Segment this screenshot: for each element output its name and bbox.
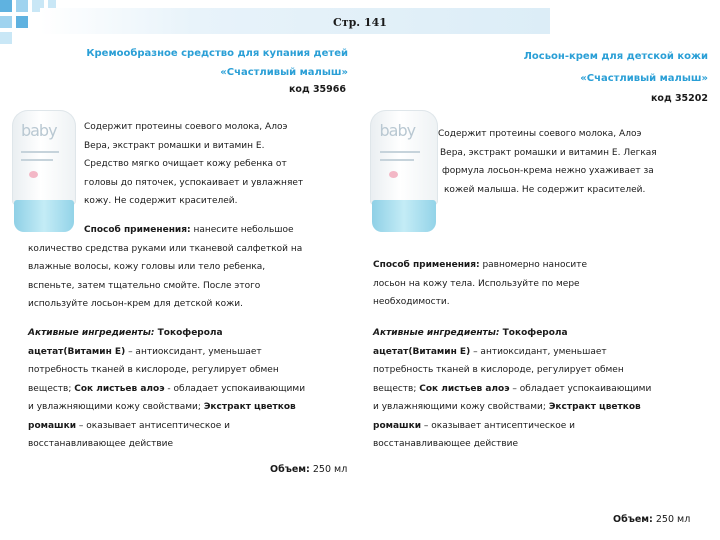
right-code: код 35202 bbox=[650, 93, 708, 104]
right-desc-line: кожей малыша. Не содержит красителей. bbox=[444, 184, 646, 195]
right-usage-first: равномерно наносите bbox=[479, 260, 588, 270]
right-usage bbox=[373, 256, 587, 312]
left-description bbox=[84, 118, 303, 211]
left-product-image bbox=[12, 110, 76, 232]
left-title bbox=[86, 44, 348, 82]
right-product bbox=[360, 0, 720, 540]
page-number: Стр. 141 bbox=[333, 16, 387, 29]
left-volume: Объем: 250 мл bbox=[270, 464, 348, 475]
right-product-logo: baby bbox=[379, 120, 416, 140]
left-desc-line: Содержит протеины соевого молока, Алоэ bbox=[84, 122, 288, 132]
right-volume: Объем: 250 мл bbox=[613, 514, 691, 525]
right-ing-label: Активные ингредиенты: bbox=[373, 328, 500, 338]
left-usage-first: нанесите небольшое bbox=[190, 225, 294, 235]
left-usage-label: Способ применения: bbox=[84, 225, 191, 235]
left-desc-line: Вера, экстракт ромашки и витамин Е. bbox=[84, 140, 265, 151]
right-usage-label: Способ применения: bbox=[373, 260, 480, 270]
right-title bbox=[524, 46, 708, 90]
right-title-line2: «Счастливый малыш» bbox=[580, 73, 708, 84]
right-usage-line: лосьон на кожу тела. Используйте по мере bbox=[373, 278, 580, 289]
left-desc-line: Средство мягко очищает кожу ребенка от bbox=[84, 159, 287, 169]
left-usage-line: количество средства руками или тканевой салфеткой на bbox=[28, 243, 303, 254]
right-ingredients: Активные ингредиенты: Токоферола ацетат(Витамин Е) – антиоксидант, уменьшает потребность тканей в кислороде, регулирует обмен веществ; Сок листьев алоэ – обладает успокаивающими и увлажняющими кожу свойствами; Экстракт цветков ромашки – оказывает антисептическое и восстанавливающее действие bbox=[373, 328, 652, 449]
right-title-line1: Лосьон-крем для детской кожи bbox=[523, 51, 708, 62]
left-ingredients: Активные ингредиенты: Токоферола ацетат(Витамин Е) – антиоксидант, уменьшает потребность тканей в кислороде, регулирует обмен веществ; Сок листьев алоэ - обладает успокаивающими и увлажняющими кожу свойствами; Экстракт цветков ромашки – оказывает антисептическое и восстанавливающее действие bbox=[28, 328, 306, 449]
right-usage-line: необходимости. bbox=[373, 297, 450, 307]
left-product-logo: baby bbox=[20, 120, 57, 140]
right-desc-line: Содержит протеины соевого молока, Алоэ bbox=[438, 129, 642, 139]
left-desc-line: кожу. Не содержит красителей. bbox=[84, 196, 238, 206]
left-usage-line: влажные волосы, кожу головы или тело ребенка, bbox=[28, 262, 266, 272]
left-title-line1: Кремообразное средство для купания детей bbox=[86, 48, 348, 59]
right-description bbox=[438, 125, 657, 199]
right-desc-line: Вера, экстракт ромашки и витамин Е. Легкая bbox=[440, 147, 657, 158]
left-desc-line: головы до пяточек, успокаивает и увлажняет bbox=[84, 177, 304, 188]
left-ing-label: Активные ингредиенты: bbox=[28, 328, 155, 338]
left-usage bbox=[28, 221, 302, 314]
left-title-line2: «Счастливый малыш» bbox=[220, 67, 348, 78]
left-usage-line: вспеньте, затем тщательно смойте. После этого bbox=[28, 280, 261, 291]
right-desc-line: формула лосьон-крема нежно ухаживает за bbox=[442, 166, 654, 176]
left-usage-line: используйте лосьон-крем для детской кожи. bbox=[28, 299, 243, 309]
right-product-image bbox=[370, 110, 438, 232]
left-code: код 35966 bbox=[288, 84, 346, 95]
